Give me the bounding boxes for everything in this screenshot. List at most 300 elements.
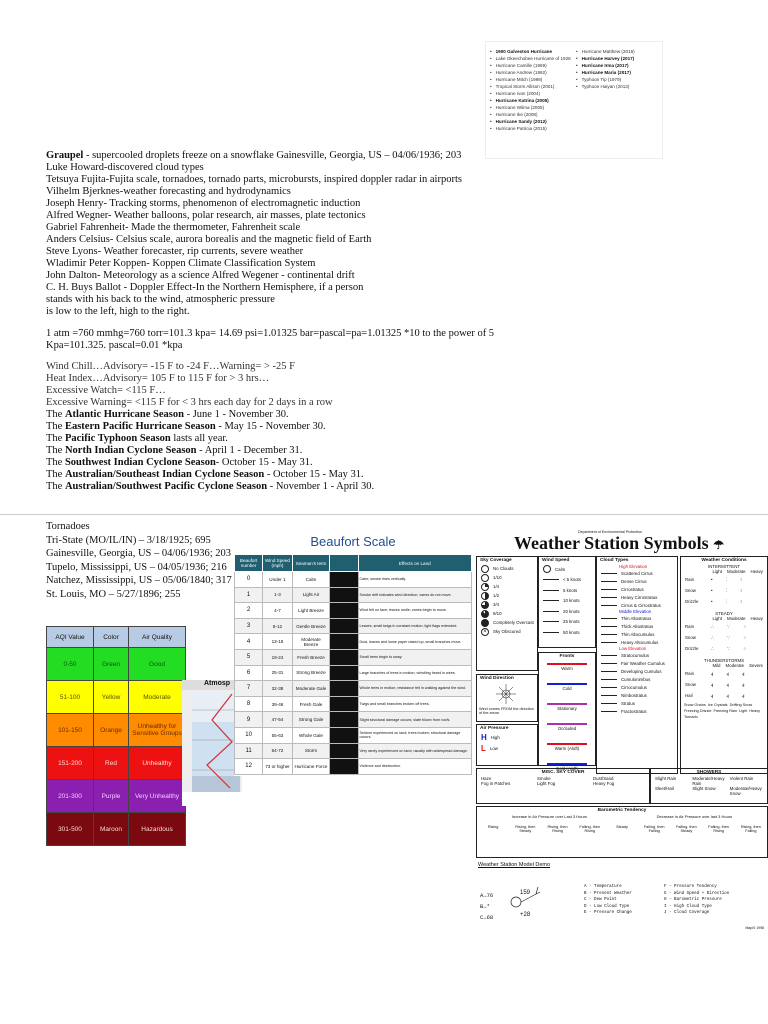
beaufort-term: Light Air (292, 587, 329, 603)
condition-column-label: Heavy (750, 569, 763, 574)
condition-label: Drizzle (685, 646, 699, 651)
cloud-symbol-icon (601, 573, 617, 574)
front-label: Warm (Aloft) (554, 746, 580, 751)
season-dates: - May 15 - November 30. (215, 421, 326, 432)
beaufort-term: Calm (292, 572, 329, 588)
beaufort-row (235, 681, 472, 697)
cloud-type-item (597, 707, 677, 715)
aqi-cell: Green (94, 648, 129, 681)
cloud-type-label: Fractostratus (621, 708, 647, 714)
shower-item: Moderate/Heavy Snow (729, 786, 762, 796)
beaufort-illustration (330, 681, 358, 697)
condition-label: Hail (685, 693, 693, 698)
season-prefix: The (46, 469, 65, 480)
sky-coverage-item (477, 618, 537, 627)
condition-label: Rain (685, 577, 695, 582)
beaufort-number: 2 (235, 603, 263, 619)
beaufort-illustration (330, 572, 358, 588)
aqi-cell: Maroon (94, 813, 129, 846)
beaufort-effect: Smoke drift indicates wind direction; vanes do not move. (358, 587, 471, 603)
beaufort-effect: Twigs and small branches broken off trees. (358, 696, 471, 712)
high-elevation-label: High Elevation (619, 564, 648, 569)
aqi-header: AQI Value (47, 627, 94, 648)
advisory-line: Excessive Warning= <115 F for < 3 hrs each day for 2 days in a row (46, 397, 333, 408)
beaufort-speed: 19-24 (263, 649, 293, 665)
cloud-type-item (597, 683, 677, 691)
tornado-item: Natchez, Mississippi, US – 05/06/1840; 317 (46, 575, 232, 586)
front-label: Warm (561, 666, 573, 671)
season-name: Pacific Typhoon Season (64, 433, 171, 444)
note-line: Gabriel Fahrenheit- Made the thermometer, Fahrenheit scale (46, 222, 301, 233)
beaufort-number: 8 (235, 696, 263, 712)
season-name: Australian/Southeast Indian Cyclone Season (64, 469, 265, 480)
weather-conditions-panel (680, 556, 768, 774)
sky-cover-icon (481, 565, 489, 573)
baro-tendency-item: Rising, then Falling (740, 825, 761, 833)
condition-column-label: Light (712, 616, 722, 621)
sky-coverage-item (477, 573, 537, 582)
cloud-type-item (597, 638, 677, 646)
aqi-row (47, 780, 186, 813)
beaufort-effect: Whole trees in motion; resistance felt in walking against the wind. (358, 681, 471, 697)
barometric-tendency-title: Barometric Tendency (597, 808, 647, 813)
season-line (46, 421, 476, 433)
cloud-symbol-icon (601, 711, 617, 712)
wind-speed-label: 5 knots (563, 587, 578, 593)
aqi-cell: Unhealthy (129, 747, 186, 780)
wind-speed-label: 50 knots (563, 629, 580, 635)
cloud-type-item (597, 601, 677, 609)
cloud-type-label: Thick Altostratus (621, 623, 654, 629)
beaufort-term: Fresh Gale (292, 696, 329, 712)
beaufort-speed: 47-54 (263, 712, 293, 728)
beaufort-term: Light Breeze (292, 603, 329, 619)
condition-label: Snow (685, 635, 696, 640)
wind-barb-icon (543, 565, 551, 573)
cloud-symbol-icon (601, 618, 617, 619)
front-label: Occluded (557, 726, 577, 731)
advisory-lines (46, 361, 476, 409)
model-key-item: I - High Cloud Type (664, 904, 712, 909)
note-line: Joseph Henry- Tracking storms, phenomenon of electromagnetic induction (46, 198, 361, 209)
cloud-type-label: Nimbostratus (621, 692, 647, 698)
model-key-item: J - Cloud Coverage (664, 911, 710, 915)
season-name: Eastern Pacific Hurricane Season (64, 421, 216, 432)
misc-sky-cover-panel (476, 768, 650, 804)
sky-cover-icon (481, 601, 489, 609)
model-key-item: A - Temperature (584, 885, 622, 889)
hurricane-item: • Hurricane Camille (1969) (490, 62, 571, 69)
wind-barb-icon (543, 600, 559, 601)
beaufort-illustration (330, 603, 358, 619)
beaufort-row (235, 618, 472, 634)
cloud-type-label: Stratus (621, 700, 635, 706)
pressure-item (477, 732, 537, 743)
cloud-type-item (597, 675, 677, 683)
aqi-row (47, 681, 186, 714)
aqi-row (47, 747, 186, 780)
aqi-row (47, 714, 186, 747)
aqi-cell: Yellow (94, 681, 129, 714)
cloud-type-item (597, 577, 677, 585)
barometric-tendency-panel (476, 806, 768, 858)
cloud-symbol-icon (601, 642, 617, 643)
hurricane-item: • Hurricane Matthew (2016) (576, 48, 635, 55)
aqi-cell: Good (129, 648, 186, 681)
baro-decrease-label: Decrease in Air Pressure over last 3 Hours (656, 814, 733, 819)
beaufort-effect: Seldom experienced on land; trees broken; structural damage occurs. (358, 727, 471, 743)
hurricane-column-1 (490, 48, 571, 132)
beaufort-effect: Leaves, small twigs in constant motion; light flags extended. (358, 618, 471, 634)
weather-conditions-title: Weather Conditions (701, 558, 747, 563)
sky-coverage-label: No Clouds (493, 566, 514, 571)
beaufort-number: 7 (235, 681, 263, 697)
sky-coverage-title: Sky Coverage (480, 558, 512, 563)
hurricane-item: • Hurricane Maria (2017) (576, 69, 635, 76)
beaufort-number: 3 (235, 618, 263, 634)
condition-row (681, 574, 767, 585)
beaufort-speed: 64-72 (263, 743, 293, 759)
sky-cover-icon (481, 592, 489, 600)
hurricane-item: • Hurricane Harvey (2017) (576, 55, 635, 62)
wind-speed-panel (538, 556, 596, 648)
aqi-cell: Hazardous (129, 813, 186, 846)
season-dates: - October 15 - May 31. (264, 469, 364, 480)
beaufort-row (235, 696, 472, 712)
beaufort-term: Strong Breeze (292, 665, 329, 681)
beaufort-term: Moderate Gale (292, 681, 329, 697)
aqi-cell: Unhealthy for Sensitive Groups (129, 714, 186, 747)
condition-symbols-icon: ꜭ ꜭ ꜭ (711, 670, 751, 676)
condition-extra-label: Drifting Snow (729, 703, 753, 707)
cloud-symbol-icon (601, 703, 617, 704)
beaufort-row (235, 603, 472, 619)
condition-extra-label: Freezing Rain (713, 709, 738, 713)
shower-item: Sleet/Hail (655, 786, 674, 791)
cloud-types-panel (596, 556, 678, 774)
sky-coverage-label: 3/4 (493, 602, 500, 607)
cloud-type-label: Fair Weather Cumulus (621, 660, 665, 666)
note-line: Luke Howard-discovered cloud types (46, 162, 204, 173)
wind-speed-item (539, 585, 595, 596)
beaufort-term: Hurricane Force (292, 759, 329, 775)
atmosphere-chart-title: Atmosp (182, 680, 242, 690)
beaufort-illustration (330, 743, 358, 759)
season-dates: - April 1 - December 31. (196, 445, 303, 456)
model-dew-point: C→68 (480, 914, 494, 921)
condition-row (681, 596, 767, 607)
cloud-symbol-icon (601, 695, 617, 696)
cloud-type-label: Developing Cumulus (621, 668, 662, 674)
season-line (46, 481, 476, 493)
front-label: Cold (Aloft) (556, 766, 578, 771)
wind-direction-note: Wind comes FROM the direction of the arrow (479, 707, 534, 715)
front-line-icon (547, 763, 587, 765)
aqi-header: Color (94, 627, 129, 648)
front-item (539, 703, 595, 720)
cloud-type-label: Cumulonimbus (621, 676, 651, 682)
front-line-icon (547, 703, 587, 705)
hurricane-item: • Typhoon Haiyan (2013) (576, 83, 635, 90)
showers-panel (650, 768, 768, 804)
condition-row (681, 643, 767, 654)
wind-speed-item (539, 596, 595, 607)
condition-symbols-icon: • ⁚ ⁝ (711, 598, 748, 604)
season-prefix: The (46, 481, 65, 492)
front-item (539, 743, 595, 760)
pressure-label: Low (489, 746, 498, 751)
fronts-panel (538, 652, 596, 771)
note-line: Steve Lyons- Weather forecaster, rip currents, severe weather (46, 246, 304, 257)
cloud-symbol-icon (601, 589, 617, 590)
hurricane-item: • Hurricane Andrew (1992) (490, 69, 571, 76)
misc-sky-item: Fog in Patches (481, 781, 511, 786)
hurricane-item: • Hurricane Irma (2017) (576, 62, 635, 69)
note-line: is low to the left, high to the right. (46, 306, 190, 317)
condition-symbols-icon: • ⁚ ⁝ (711, 576, 748, 582)
beaufort-table (234, 554, 472, 775)
baro-tendency-item: Falling, then Steady (676, 825, 697, 833)
beaufort-illustration (330, 759, 358, 775)
season-dates: lasts all year. (170, 433, 228, 444)
beaufort-speed: Under 1 (263, 572, 293, 588)
beaufort-effect: Slight structural damage occurs; slate blown from roofs. (358, 712, 471, 728)
sky-coverage-item (477, 564, 537, 573)
model-key-item: F - Pressure Tendency (664, 885, 717, 889)
aqi-cell: 151-200 (47, 747, 94, 780)
wind-barb-icon (543, 590, 559, 591)
front-item (539, 723, 595, 740)
fronts-title: Fronts (559, 654, 575, 659)
season-prefix: The (46, 433, 65, 444)
sky-coverage-panel (476, 556, 538, 671)
baro-tendency-item: Falling, then Falling (643, 825, 665, 833)
aqi-row (47, 648, 186, 681)
beaufort-number: 6 (235, 665, 263, 681)
model-pressure-change: +28 (520, 912, 531, 918)
beaufort-term: Fresh Breeze (292, 649, 329, 665)
note-line: Anders Celsius- Celsius scale, aurora borealis and the magnetic field of Earth (46, 234, 372, 245)
hurricane-item: • Tropical Storm Allison (2001) (490, 83, 571, 90)
beaufort-header: Beaufort number (235, 555, 263, 572)
beaufort-row (235, 665, 472, 681)
condition-extra-label: Ice Crystals (707, 703, 728, 707)
front-line-icon (547, 683, 587, 685)
atmosphere-chart (182, 680, 242, 806)
beaufort-term: Strong Gale (292, 712, 329, 728)
condition-symbols-icon: ∴ ∵ ⁘ (711, 634, 753, 640)
cloud-types-title: Cloud Types (600, 558, 629, 563)
cloud-type-item (597, 651, 677, 659)
condition-extra-label: Light (739, 709, 748, 713)
graupel-term: Graupel (46, 150, 84, 161)
aqi-cell: 0-50 (47, 648, 94, 681)
front-label: Cold (562, 686, 572, 691)
aqi-cell: 201-300 (47, 780, 94, 813)
condition-column-label: Heavy (750, 616, 763, 621)
pressure-label: High (490, 735, 500, 740)
condition-extra-label: Freezing Drizzle (684, 709, 712, 713)
advisory-line: Wind Chill…Advisory= -15 F to -24 F…Warning= > -25 F (46, 361, 295, 372)
beaufort-effect: Violence and destruction. (358, 759, 471, 775)
cloud-type-item (597, 614, 677, 622)
season-line (46, 469, 476, 481)
condition-column-label: Light (712, 569, 722, 574)
shower-item: Slight Rain (655, 776, 677, 781)
cloud-symbol-icon (601, 581, 617, 582)
sky-cover-icon: × (481, 628, 489, 636)
graupel-definition: - supercooled droplets freeze on a snowflake Gainesville, Georgia, US – 04/06/1936; 203 (83, 150, 462, 161)
section-divider (0, 514, 768, 515)
front-item (539, 683, 595, 700)
beaufort-speed: 4-7 (263, 603, 293, 619)
beaufort-illustration (330, 649, 358, 665)
cloud-symbol-icon (601, 605, 617, 606)
wind-speed-item (539, 564, 595, 575)
beaufort-speed: 1-3 (263, 587, 293, 603)
condition-row (681, 668, 767, 679)
intermittent-label: INTERMITTENT (707, 564, 741, 569)
sky-coverage-label: Sky Obscured (493, 629, 521, 634)
front-line-icon (547, 743, 587, 745)
wind-speed-title: Wind Speed (542, 558, 570, 563)
cyclone-season-lines (46, 409, 476, 493)
front-label: Stationary (557, 706, 577, 711)
wind-speed-label: 20 knots (563, 608, 580, 614)
cloud-symbol-icon (601, 626, 617, 627)
model-key-item: E - Pressure Change (584, 911, 632, 915)
cloud-type-label: Stratocumulus (621, 652, 650, 658)
aqi-cell: Moderate (129, 681, 186, 714)
sky-coverage-label: Completely Overcast (493, 620, 534, 625)
tornado-item: Tri-State (MO/IL/IN) – 3/18/1925; 695 (46, 534, 211, 546)
aqi-header: Air Quality (129, 627, 186, 648)
model-present-weather: B→* (480, 903, 490, 910)
season-prefix: The (46, 421, 65, 432)
season-name: Atlantic Hurricane Season (64, 409, 184, 420)
condition-row (681, 585, 767, 596)
cloud-type-item (597, 630, 677, 638)
sky-coverage-item (477, 582, 537, 591)
middle-elevation-label: Middle Elevation (619, 609, 652, 614)
condition-column-label: Severe (749, 663, 763, 668)
beaufort-row (235, 587, 472, 603)
hurricane-item: • Hurricane Mitch (1998) (490, 76, 571, 83)
beaufort-header: Seaman's term (292, 555, 329, 572)
hurricane-item: • Typhoon Tip (1979) (576, 76, 635, 83)
baro-tendency-item: Steady (616, 825, 628, 829)
season-line (46, 409, 476, 421)
beaufort-row (235, 743, 472, 759)
baro-tendency-item: Rising (487, 825, 499, 829)
beaufort-number: 5 (235, 649, 263, 665)
beaufort-illustration (330, 665, 358, 681)
sky-cover-icon (481, 610, 489, 618)
shower-item: Violent Rain (729, 776, 754, 781)
wind-barb-icon (543, 579, 559, 580)
hurricane-item: • Hurricane Sandy (2012) (490, 118, 571, 125)
season-dates: - October 15 - May 31. (215, 457, 313, 468)
note-line: John Dalton- Meteorology as a science Alfred Wegener - continental drift (46, 270, 355, 281)
beaufort-illustration (330, 727, 358, 743)
wind-barb-icon (543, 632, 559, 633)
condition-extra-label: Snow Grains (684, 703, 706, 707)
wind-barb-icon (543, 621, 559, 622)
weather-station-symbols (474, 528, 766, 938)
beaufort-illustration (330, 587, 358, 603)
tornado-item: St. Louis, MO – 5/27/1896; 255 (46, 588, 181, 600)
cloud-type-item (597, 699, 677, 707)
wind-speed-label: 25 knots (563, 619, 580, 625)
sky-coverage-item (477, 600, 537, 609)
hurricane-column-2 (576, 48, 635, 90)
sky-cover-icon (481, 619, 489, 627)
beaufort-effect: Small trees begin to sway. (358, 649, 471, 665)
low-elevation-label: Low Elevation (619, 646, 647, 651)
model-key-2 (664, 884, 729, 917)
beaufort-speed: 39-46 (263, 696, 293, 712)
sky-coverage-item (477, 609, 537, 618)
season-name: Southwest Indian Cyclone Season (64, 457, 216, 468)
sky-cover-icon (481, 574, 489, 582)
tornado-item: Tupelo, Mississippi, US – 04/05/1936; 216 (46, 561, 227, 573)
note-line: Vilhelm Bjerknes-weather forecasting and hydrodynamics (46, 186, 291, 197)
wind-speed-item (539, 617, 595, 628)
hurricane-item: • Lake Okeechobee Hurricane of 1928 (490, 55, 571, 62)
hurricane-item: • Hurricane Wilma (2005) (490, 104, 571, 111)
aqi-row (47, 813, 186, 846)
season-line (46, 457, 476, 469)
cloud-type-item (597, 691, 677, 699)
model-key-item: C - Dew Point (584, 898, 617, 902)
condition-column-label: Moderate (725, 663, 745, 668)
advisory-line: Heat Index…Advisory= 105 F to 115 F for > 3 hrs… (46, 373, 270, 384)
condition-row (681, 679, 767, 690)
misc-sky-item: Light Fog (537, 781, 556, 786)
beaufort-number: 11 (235, 743, 263, 759)
cloud-type-label: Scattered Cirrus (621, 570, 653, 576)
compass-icon (477, 682, 535, 706)
beaufort-speed: 25-31 (263, 665, 293, 681)
cloud-type-label: Dense Cirrus (621, 578, 647, 584)
model-key-item: D - Low Cloud Type (584, 904, 630, 909)
cloud-symbol-icon (601, 597, 617, 598)
model-key-1 (584, 884, 632, 917)
condition-symbols-icon: ꜭ ꜭ ꜭ (711, 692, 751, 698)
aqi-cell: Very Unhealthy (129, 780, 186, 813)
season-dates: - November 1 - April 30. (267, 481, 375, 492)
hurricane-item: • Hurricane Katrina (2005) (490, 97, 571, 104)
wind-speed-item (539, 627, 595, 638)
condition-extra-label: Tornado (684, 715, 698, 719)
sky-cover-icon (481, 583, 489, 591)
condition-label: Drizzle (685, 599, 699, 604)
front-line-icon (547, 663, 587, 665)
note-line: stands with his back to the wind, atmospheric pressure (46, 294, 275, 305)
season-dates: - June 1 - November 30. (183, 409, 289, 420)
aqi-cell: Red (94, 747, 129, 780)
cloud-type-item (597, 622, 677, 630)
cloud-type-label: Cirrocumulus (621, 684, 647, 690)
condition-row (681, 621, 767, 632)
pressure-symbol: L (481, 744, 486, 753)
aqi-table (46, 626, 186, 846)
cloud-type-item (597, 569, 677, 577)
misc-sky-cover-title: MISC. SKY COVER (541, 770, 585, 775)
misc-sky-item: Heavy Fog (593, 781, 615, 786)
notes-text (46, 150, 495, 493)
beaufort-title: Beaufort Scale (310, 534, 396, 549)
